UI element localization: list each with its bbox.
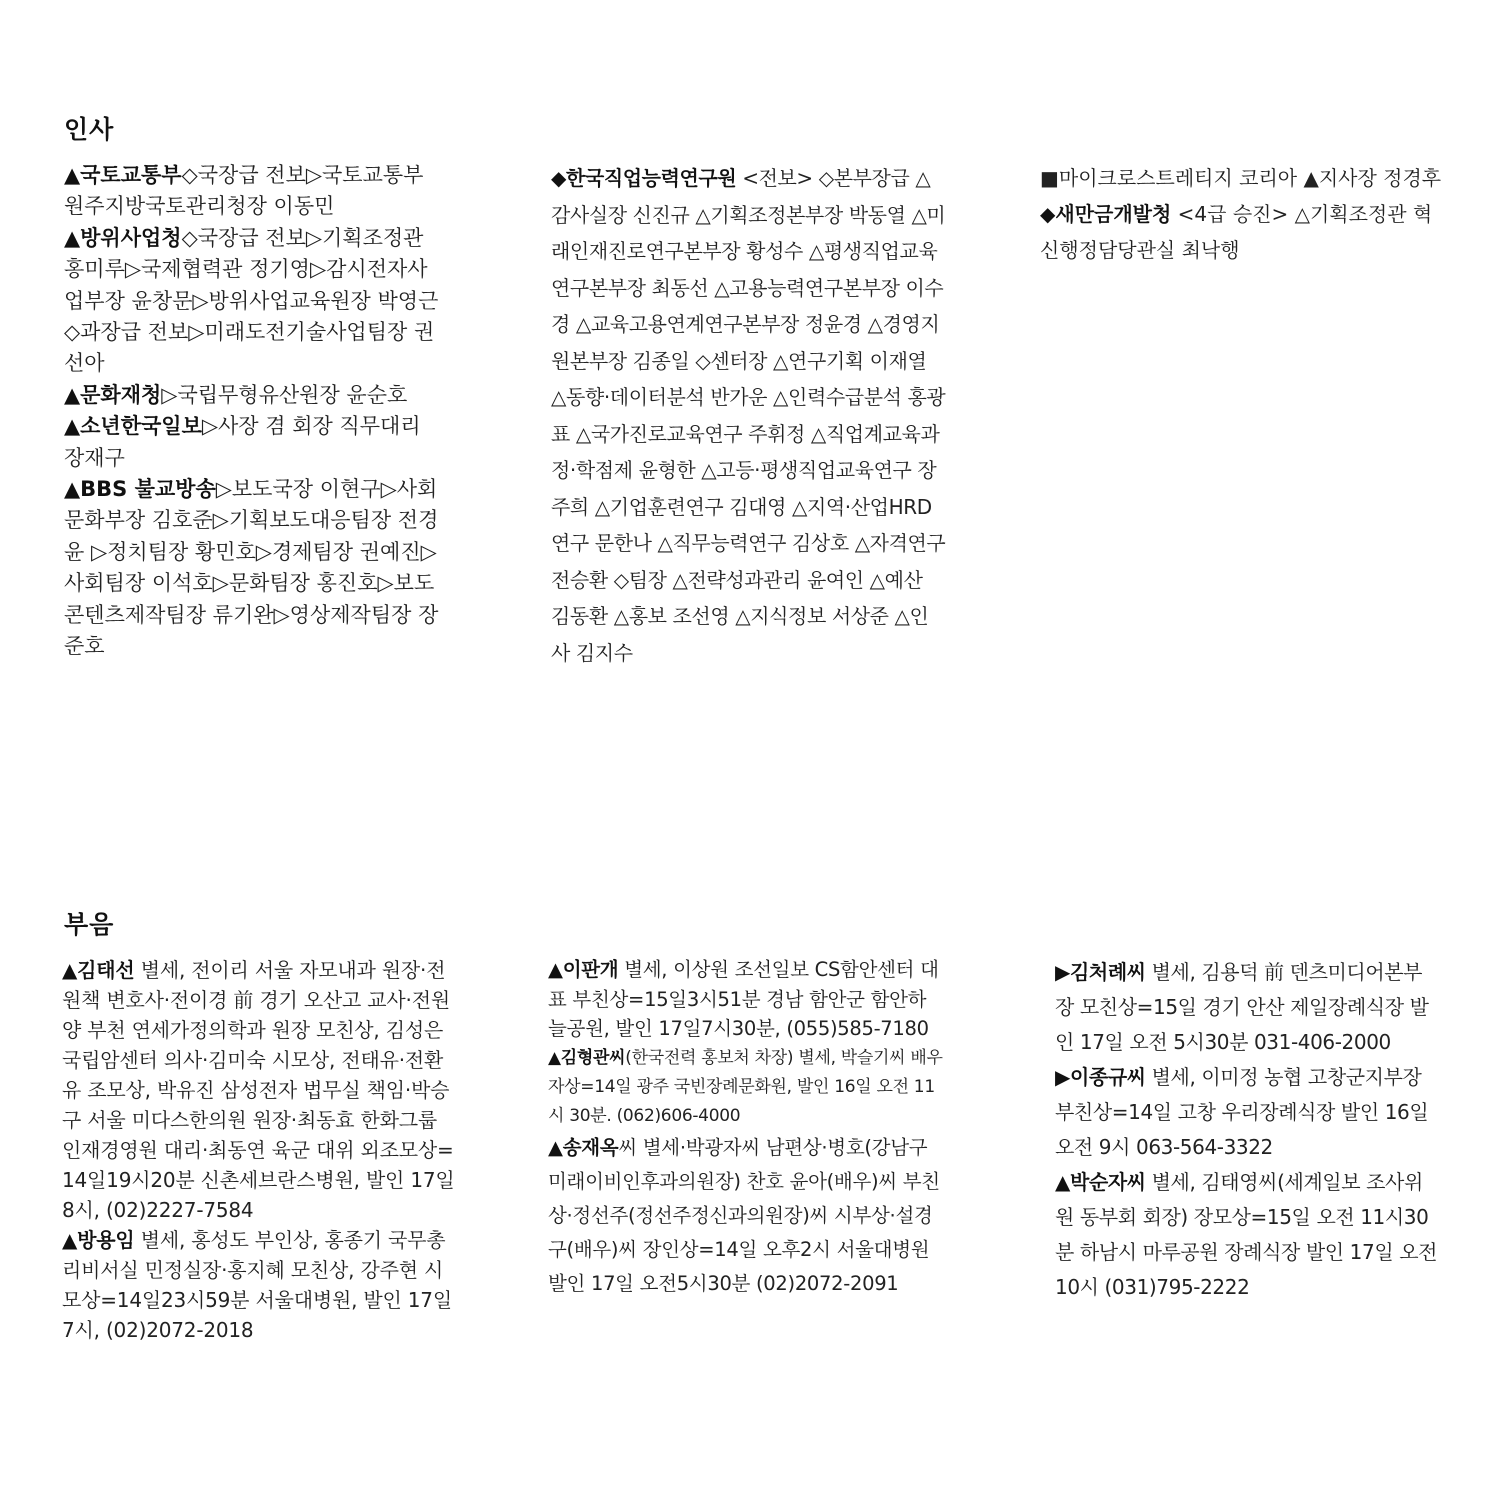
list-item: ▲방용임 별세, 홍성도 부인상, 홍종기 국무총리비서실 민정실장·홍지혜 모친상, 강주현 시모상=14일23시59분 서울대병원, 발인 17일7시, (02)2072-2018 — [62, 1228, 452, 1342]
list-item: ▲김형관씨(한국전력 홍보처 차장) 별세, 박슬기씨 배우자상=14일 광주 국빈장례문화원, 발인 16일 오전 11시 30분. (062)606-4000 — [548, 1047, 943, 1126]
list-item: ▲국토교통부◇국장급 전보▷국토교통부 원주지방국토관리청장 이동민 — [64, 163, 424, 219]
obituary-column-3 — [1055, 955, 1440, 1305]
list-item: ■마이크로스트레티지 코리아 ▲지사장 정경후 — [1040, 166, 1442, 190]
list-item: ▲BBS 불교방송▷보도국장 이현구▷사회문화부장 김호준▷기획보도대응팀장 전경윤 ▷정치팀장 황민호▷경제팀장 권예진▷사회팀장 이석호▷문화팀장 홍진호▷보도콘텐츠제작팀장 류기완▷영상제작팀장 장준호 — [64, 477, 439, 659]
list-item: ▲박순자씨 별세, 김태영씨(세계일보 조사위원 동부회 회장) 장모상=15일 오전 11시30분 하남시 마루공원 장례식장 발인 17일 오전 10시 (031)795-2222 — [1055, 1170, 1438, 1299]
obituary-column-2 — [548, 955, 943, 1301]
list-item: ◆새만금개발청 <4급 승진> △기획조정관 혁신행정담당관실 최낙행 — [1040, 202, 1433, 262]
obituary-title: 부음 — [64, 910, 115, 939]
obituary-column-1 — [62, 955, 456, 1345]
list-item: ▲이판개 별세, 이상원 조선일보 CS함안센터 대표 부친상=15일3시51분 경남 함안군 함안하늘공원, 발인 17일7시30분, (055)585-7180 — [548, 958, 939, 1040]
personnel-column-1 — [64, 160, 444, 663]
list-item: ▲문화재청▷국립무형유산원장 윤순호 — [64, 382, 408, 407]
personnel-column-2 — [551, 160, 947, 671]
list-item: ▶김처례씨 별세, 김용덕 前 덴츠미디어본부장 모친상=15일 경기 안산 제일장례식장 발인 17일 오전 5시30분 031-406-2000 — [1055, 960, 1429, 1054]
list-item: ▲송재옥씨 별세·박광자씨 남편상·병호(강남구 미래이비인후과의원장) 찬호 윤아(배우)씨 부친상·정선주(정선주정신과의원장)씨 시부상·설경구(배우)씨 장인상=14일 오후2시 서울대병원 발인 17일 오전5시30분 (02)2072-2091 — [548, 1135, 940, 1295]
list-item: ▲김태선 별세, 전이리 서울 자모내과 원장·전원책 변호사·전이경 前 경기 오산고 교사·전원양 부천 연세가정의학과 원장 모친상, 김성은 국립암센터 의사·김미숙 시모상, 전태유·전환유 조모상, 박유진 삼성전자 법무실 책임·박승구 서울 미다스한의원 원장·최동효 한화그룹 인재경영원 대리·최동연 육군 대위 외조모상=14일19시20분 신촌세브란스병원, 발인 17일8시, (02)2227-7584 — [62, 958, 455, 1222]
list-item: ▲소년한국일보▷사장 겸 회장 직무대리 장재구 — [64, 414, 421, 470]
personnel-title: 인사 — [64, 115, 115, 144]
personnel-column-3 — [1040, 160, 1450, 268]
list-item: ▲방위사업청◇국장급 전보▷기획조정관 홍미루▷국제협력관 정기영▷감시전자사업부장 윤창문▷방위사업교육원장 박영근 ◇과장급 전보▷미래도전기술사업팀장 권선아 — [64, 225, 439, 376]
list-item: ◆한국직업능력연구원 <전보> ◇본부장급 △감사실장 신진규 △기획조정본부장 박동열 △미래인재진로연구본부장 황성수 △평생직업교육연구본부장 최동선 △고용능력연구본부장 이수경 △교육고용연계연구본부장 정윤경 △경영지원본부장 김종일 ◇센터장 △연구기획 이재열 △동향·데이터분석 반가운 △인력수급분석 홍광표 △국가진로교육연구 주휘정 △직업계교육과정·학점제 윤형한 △고등·평생직업교육연구 장주희 △기업훈련연구 김대영 △지역·산업HRD연구 문한나 △직무능력연구 김상호 △자격연구 전승환 ◇팀장 △전략성과관리 윤여인 △예산 김동환 △홍보 조선영 △지식정보 서상준 △인사 김지수 — [551, 166, 946, 665]
list-item: ▶이종규씨 별세, 이미정 농협 고창군지부장 부친상=14일 고창 우리장례식장 발인 16일 오전 9시 063-564-3322 — [1055, 1065, 1429, 1159]
